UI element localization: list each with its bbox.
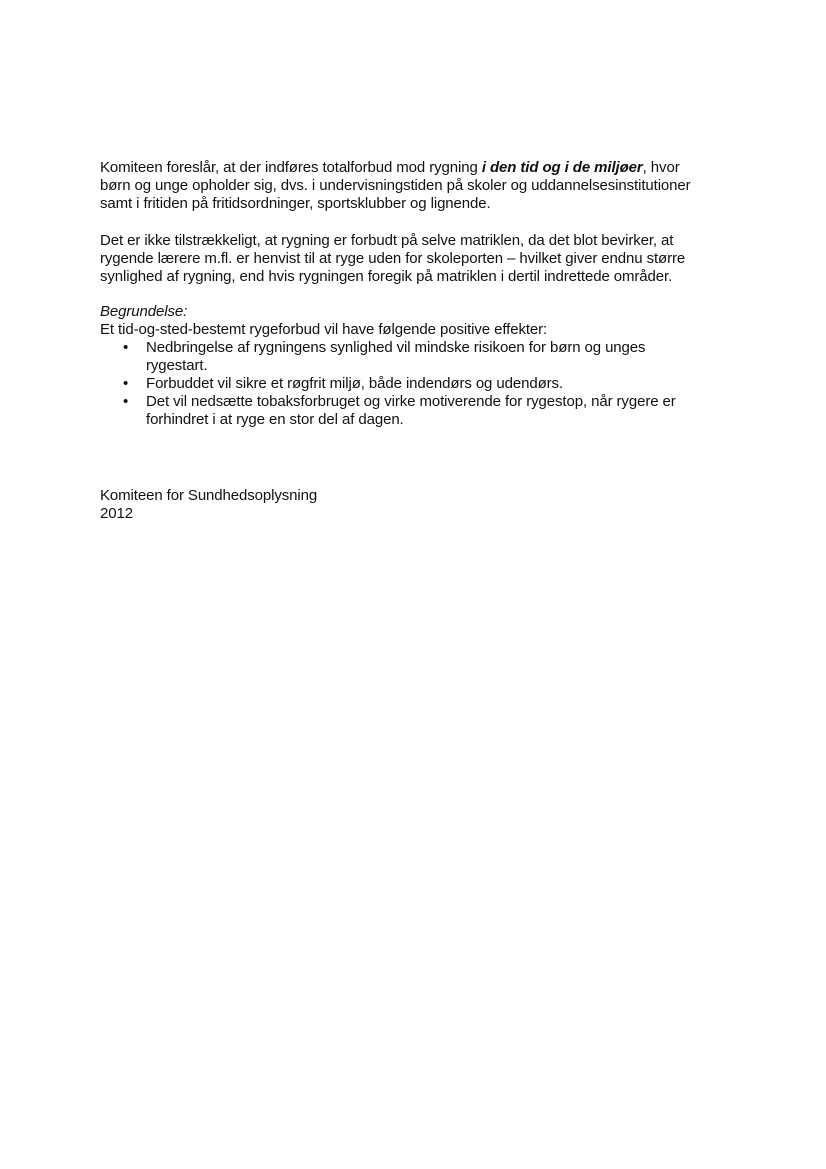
bullet-icon: •: [123, 393, 129, 410]
proposal-paragraph: [100, 159, 740, 213]
paragraph-line: samt i fritiden på fritidsordninger, sportsklubber og lignende.: [100, 195, 491, 212]
signature-organization: Komiteen for Sundhedsoplysning: [100, 487, 318, 504]
rationale-intro: Et tid-og-sted-bestemt rygeforbud vil have følgende positive effekter:: [100, 321, 548, 338]
bullet-icon: •: [123, 339, 129, 356]
list-item-line: forhindret i at ryge en stor del af dagen.: [146, 411, 404, 428]
rationale-section: [100, 303, 740, 429]
argument-paragraph: [100, 232, 740, 286]
paragraph-line: Det er ikke tilstrækkeligt, at rygning er forbudt på selve matriklen, da det blot bevirker, at: [100, 232, 674, 249]
list-item: [100, 339, 740, 375]
list-item-line: rygestart.: [146, 357, 208, 374]
signature-block: [100, 487, 740, 523]
list-item-line: Det vil nedsætte tobaksforbruget og virke motiverende for rygestop, når rygere er: [146, 393, 676, 410]
paragraph-text: Komiteen foreslår, at der indføres totalforbud mod rygning: [100, 159, 482, 176]
list-item: [100, 393, 740, 429]
paragraph-text: , hvor: [642, 159, 680, 176]
paragraph-line: børn og unge opholder sig, dvs. i undervisningstiden på skoler og uddannelsesinstitutioner: [100, 177, 691, 194]
rationale-heading: Begrundelse:: [100, 303, 188, 320]
paragraph-line: [100, 159, 740, 177]
bullet-icon: •: [123, 375, 129, 392]
paragraph-line: rygende lærere m.fl. er henvist til at ryge uden for skoleporten – hvilket giver endnu større: [100, 250, 686, 267]
emphasized-phrase: i den tid og i de miljøer: [481, 159, 643, 176]
signature-year: 2012: [100, 505, 133, 522]
list-item: [100, 375, 740, 393]
list-item-line: Nedbringelse af rygningens synlighed vil mindske risikoen for børn og unges: [146, 339, 646, 356]
effects-list: [100, 339, 740, 429]
paragraph-line: synlighed af rygning, end hvis rygningen foregik på matriklen i dertil indrettede områder.: [100, 268, 673, 285]
list-item-line: Forbuddet vil sikre et røgfrit miljø, både indendørs og udendørs.: [146, 375, 564, 392]
